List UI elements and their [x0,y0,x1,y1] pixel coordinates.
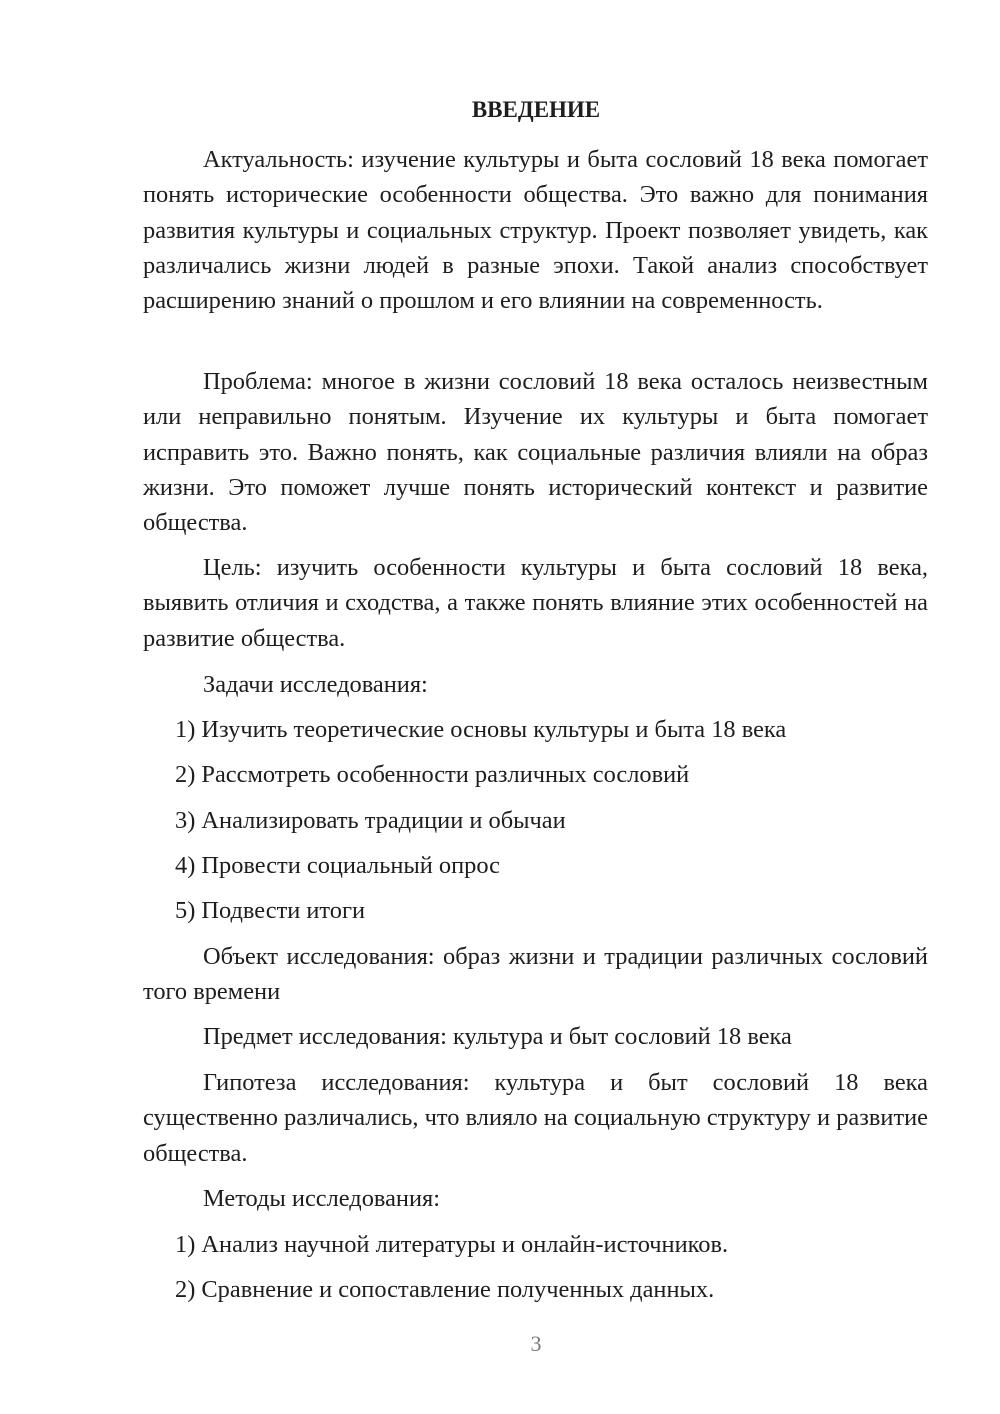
method-item-2: 2) Сравнение и сопоставление полученных данных. [175,1276,715,1303]
task-item-3: 3) Анализировать традиции и обычаи [175,807,566,834]
problem-paragraph: Проблема: многое в жизни сословий 18 века осталось неизвестным или неправильно понятым. Изучение их культуры и быта помогает исправить это. Важно понять, как социальные различия влияли на образ жизни. Это поможет лучше понять исторический контекст и развитие общества. [143,368,928,537]
relevance-paragraph: Актуальность: изучение культуры и быта сословий 18 века помогает понять исторические особенности общества. Это важно для понимания развития культуры и социальных структур. Проект позволяет увидеть, как различались жизни людей в разные эпохи. Такой анализ способствует расширению знаний о прошлом и его влиянии на современность. [143,146,928,315]
object-paragraph: Объект исследования: образ жизни и традиции различных сословий того времени [143,943,928,1006]
subject-paragraph: Предмет исследования: культура и быт сословий 18 века [203,1023,792,1050]
page-title: ВВЕДЕНИЕ [471,97,601,122]
method-item-1: 1) Анализ научной литературы и онлайн-источников. [175,1231,729,1258]
task-item-5: 5) Подвести итоги [175,897,366,924]
task-item-2: 2) Рассмотреть особенности различных сословий [175,761,690,788]
goal-paragraph: Цель: изучить особенности культуры и быта сословий 18 века, выявить отличия и сходства, а также понять влияние этих особенностей на развитие общества. [143,554,928,652]
task-item-1: 1) Изучить теоретические основы культуры и быта 18 века [175,716,787,743]
hypothesis-paragraph: Гипотеза исследования: культура и быт сословий 18 века существенно различались, что влияло на социальную структуру и развитие общества. [143,1069,928,1167]
methods-heading: Методы исследования: [203,1185,441,1212]
tasks-heading: Задачи исследования: [203,671,428,698]
page-number: 3 [530,1331,542,1356]
task-item-4: 4) Провести социальный опрос [175,852,500,879]
